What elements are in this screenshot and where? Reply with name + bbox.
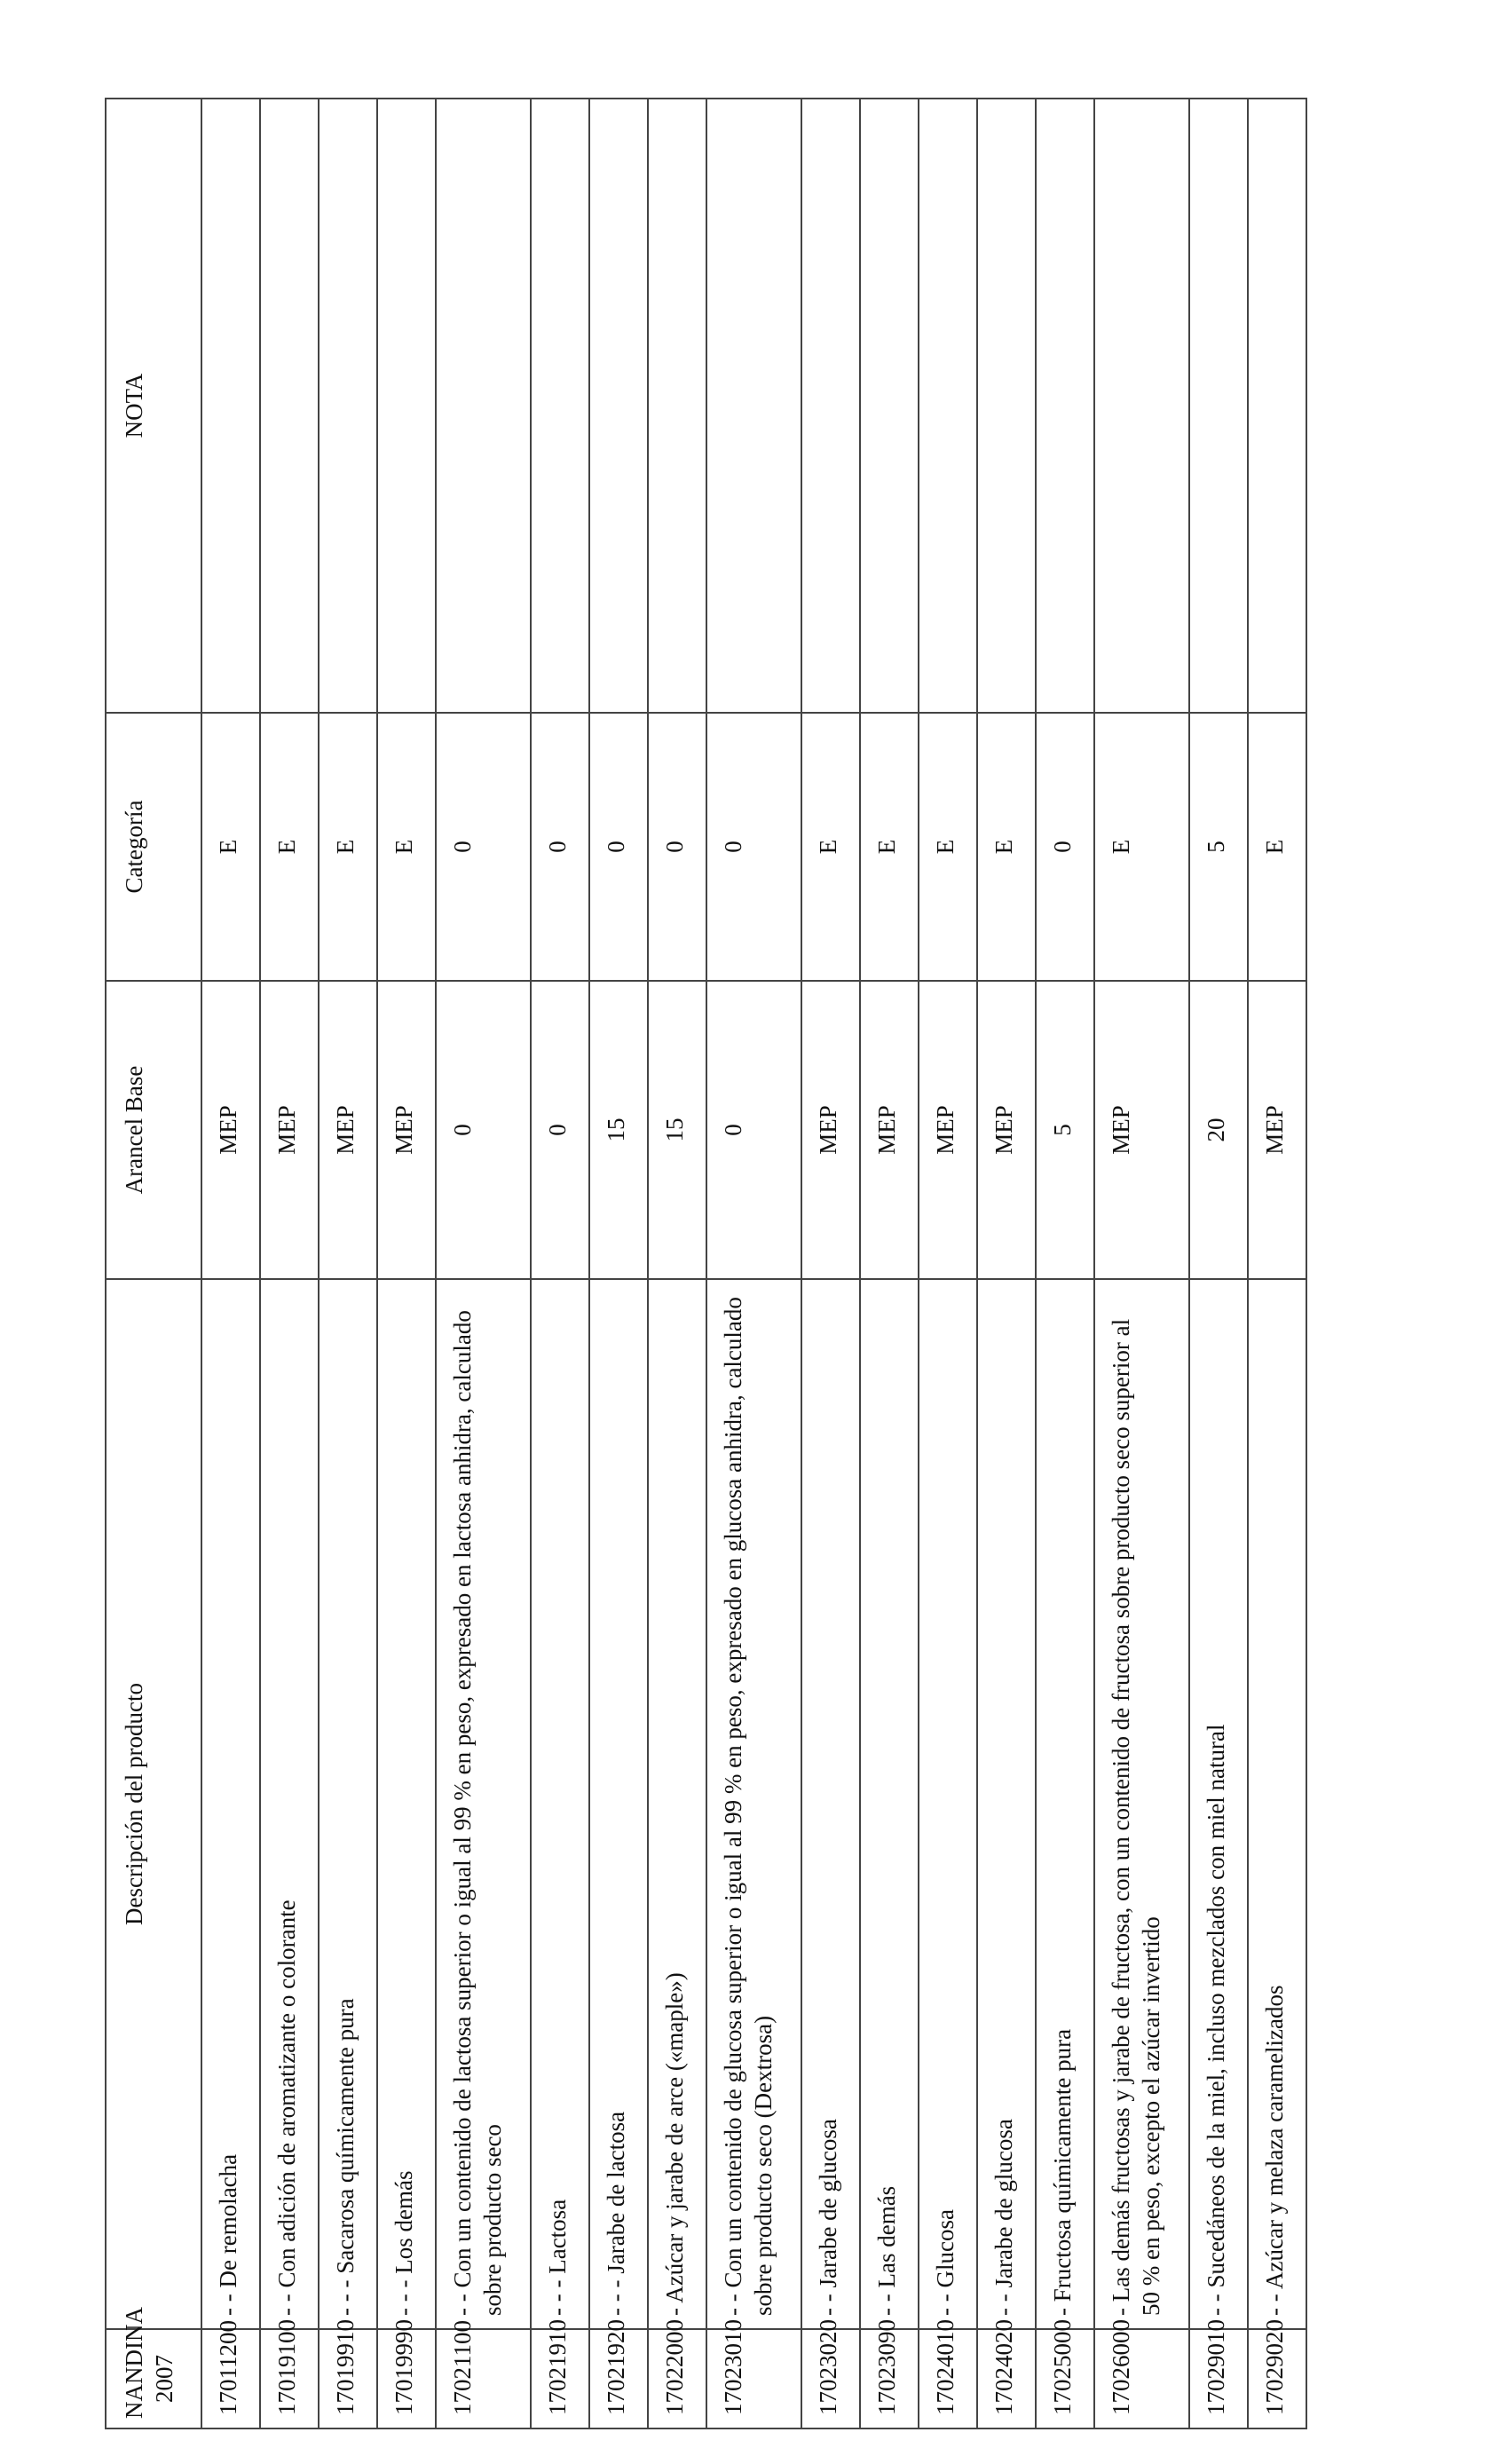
cell-category: E <box>1248 713 1306 981</box>
cell-description: - - De remolacha <box>201 1279 260 2329</box>
cell-description: - Azúcar y jarabe de arce («maple») <box>648 1279 706 2329</box>
table-row <box>977 99 1036 2428</box>
cell-code: 17019100 <box>260 2329 319 2428</box>
cell-description: - - - Jarabe de lactosa <box>589 1279 648 2329</box>
cell-category: E <box>260 713 319 981</box>
cell-description: - - Con un contenido de lactosa superior o igual al 99 % en peso, expresado en lactosa anhidra, calculado sobre producto seco <box>436 1279 531 2329</box>
cell-description: - - Sucedáneos de la miel, incluso mezclados con miel natural <box>1189 1279 1248 2329</box>
cell-base-tariff: MEP <box>977 981 1036 1279</box>
cell-category: 0 <box>589 713 648 981</box>
cell-category: E <box>860 713 919 981</box>
cell-description: - Fructosa químicamente pura <box>1036 1279 1094 2329</box>
cell-code: 17011200 <box>201 2329 260 2428</box>
cell-base-tariff: MEP <box>377 981 436 1279</box>
table-row <box>648 99 706 2428</box>
cell-code: 17025000 <box>1036 2329 1094 2428</box>
cell-note <box>801 99 860 713</box>
table-row <box>589 99 648 2428</box>
cell-category: 0 <box>436 713 531 981</box>
cell-base-tariff: MEP <box>1248 981 1306 1279</box>
cell-base-tariff: MEP <box>319 981 377 1279</box>
cell-category: E <box>977 713 1036 981</box>
cell-code: 17023010 <box>706 2329 801 2428</box>
table-row <box>436 99 531 2428</box>
cell-note <box>648 99 706 713</box>
table-row <box>319 99 377 2428</box>
table-row <box>531 99 589 2428</box>
cell-base-tariff: 15 <box>589 981 648 1279</box>
cell-category: E <box>377 713 436 981</box>
cell-note <box>260 99 319 713</box>
table-row <box>801 99 860 2428</box>
cell-note <box>1248 99 1306 713</box>
table-row <box>260 99 319 2428</box>
cell-note <box>319 99 377 713</box>
header-description: Descripción del producto <box>106 1279 201 2329</box>
cell-category: E <box>801 713 860 981</box>
table-row <box>1036 99 1094 2428</box>
table-row <box>860 99 919 2428</box>
cell-code: 17021920 <box>589 2329 648 2428</box>
cell-code: 17024010 <box>919 2329 977 2428</box>
cell-base-tariff: MEP <box>1094 981 1189 1279</box>
cell-code: 17029020 <box>1248 2329 1306 2428</box>
cell-note <box>589 99 648 713</box>
header-nandina: NANDINA 2007 <box>106 2329 201 2428</box>
cell-note <box>919 99 977 713</box>
cell-description: - Las demás fructosas y jarabe de fructosa, con un contenido de fructosa sobre producto seco superior al 50 % en peso, excepto el azúcar invertido <box>1094 1279 1189 2329</box>
cell-description: - - - Los demás <box>377 1279 436 2329</box>
cell-base-tariff: MEP <box>201 981 260 1279</box>
cell-category: 0 <box>1036 713 1094 981</box>
cell-base-tariff: 0 <box>531 981 589 1279</box>
cell-code: 17024020 <box>977 2329 1036 2428</box>
table-row <box>919 99 977 2428</box>
cell-description: - - Con un contenido de glucosa superior o igual al 99 % en peso, expresado en glucosa anhidra, calculado sobre producto seco (Dextrosa) <box>706 1279 801 2329</box>
cell-description: - - Jarabe de glucosa <box>801 1279 860 2329</box>
cell-note <box>531 99 589 713</box>
cell-category: 0 <box>706 713 801 981</box>
cell-code: 17029010 <box>1189 2329 1248 2428</box>
cell-base-tariff: MEP <box>919 981 977 1279</box>
cell-note <box>860 99 919 713</box>
cell-note <box>977 99 1036 713</box>
cell-base-tariff: 0 <box>706 981 801 1279</box>
cell-base-tariff: 20 <box>1189 981 1248 1279</box>
cell-category: E <box>319 713 377 981</box>
cell-code: 17023020 <box>801 2329 860 2428</box>
cell-description: - - Glucosa <box>919 1279 977 2329</box>
cell-note <box>201 99 260 713</box>
cell-note <box>377 99 436 713</box>
cell-code: 17022000 <box>648 2329 706 2428</box>
table-row <box>377 99 436 2428</box>
table-row <box>1094 99 1189 2428</box>
cell-base-tariff: 0 <box>436 981 531 1279</box>
cell-category: 0 <box>648 713 706 981</box>
cell-description: - - Jarabe de glucosa <box>977 1279 1036 2329</box>
cell-base-tariff: 5 <box>1036 981 1094 1279</box>
cell-code: 17019990 <box>377 2329 436 2428</box>
cell-note <box>1189 99 1248 713</box>
cell-category: 0 <box>531 713 589 981</box>
header-category: Categoría <box>106 713 201 981</box>
table-row <box>706 99 801 2428</box>
cell-base-tariff: MEP <box>860 981 919 1279</box>
cell-description: - - Las demás <box>860 1279 919 2329</box>
table-row <box>1189 99 1248 2428</box>
cell-description: - - Azúcar y melaza caramelizados <box>1248 1279 1306 2329</box>
cell-category: 5 <box>1189 713 1248 981</box>
cell-category: E <box>201 713 260 981</box>
cell-description: - - Con adición de aromatizante o colorante <box>260 1279 319 2329</box>
cell-note <box>1094 99 1189 713</box>
table-row <box>201 99 260 2428</box>
cell-base-tariff: MEP <box>801 981 860 1279</box>
cell-base-tariff: 15 <box>648 981 706 1279</box>
cell-description: - - - Lactosa <box>531 1279 589 2329</box>
cell-description: - - - Sacarosa químicamente pura <box>319 1279 377 2329</box>
table-row <box>1248 99 1306 2428</box>
cell-note <box>436 99 531 713</box>
cell-category: E <box>1094 713 1189 981</box>
header-base-tariff: Arancel Base <box>106 981 201 1279</box>
tariff-schedule-table <box>105 98 1307 2429</box>
cell-code: 17019910 <box>319 2329 377 2428</box>
cell-category: E <box>919 713 977 981</box>
cell-note <box>706 99 801 713</box>
cell-code: 17021100 <box>436 2329 531 2428</box>
header-note: NOTA <box>106 99 201 713</box>
cell-code: 17026000 <box>1094 2329 1189 2428</box>
header-row <box>106 99 201 2428</box>
cell-code: 17021910 <box>531 2329 589 2428</box>
cell-base-tariff: MEP <box>260 981 319 1279</box>
cell-note <box>1036 99 1094 713</box>
cell-code: 17023090 <box>860 2329 919 2428</box>
